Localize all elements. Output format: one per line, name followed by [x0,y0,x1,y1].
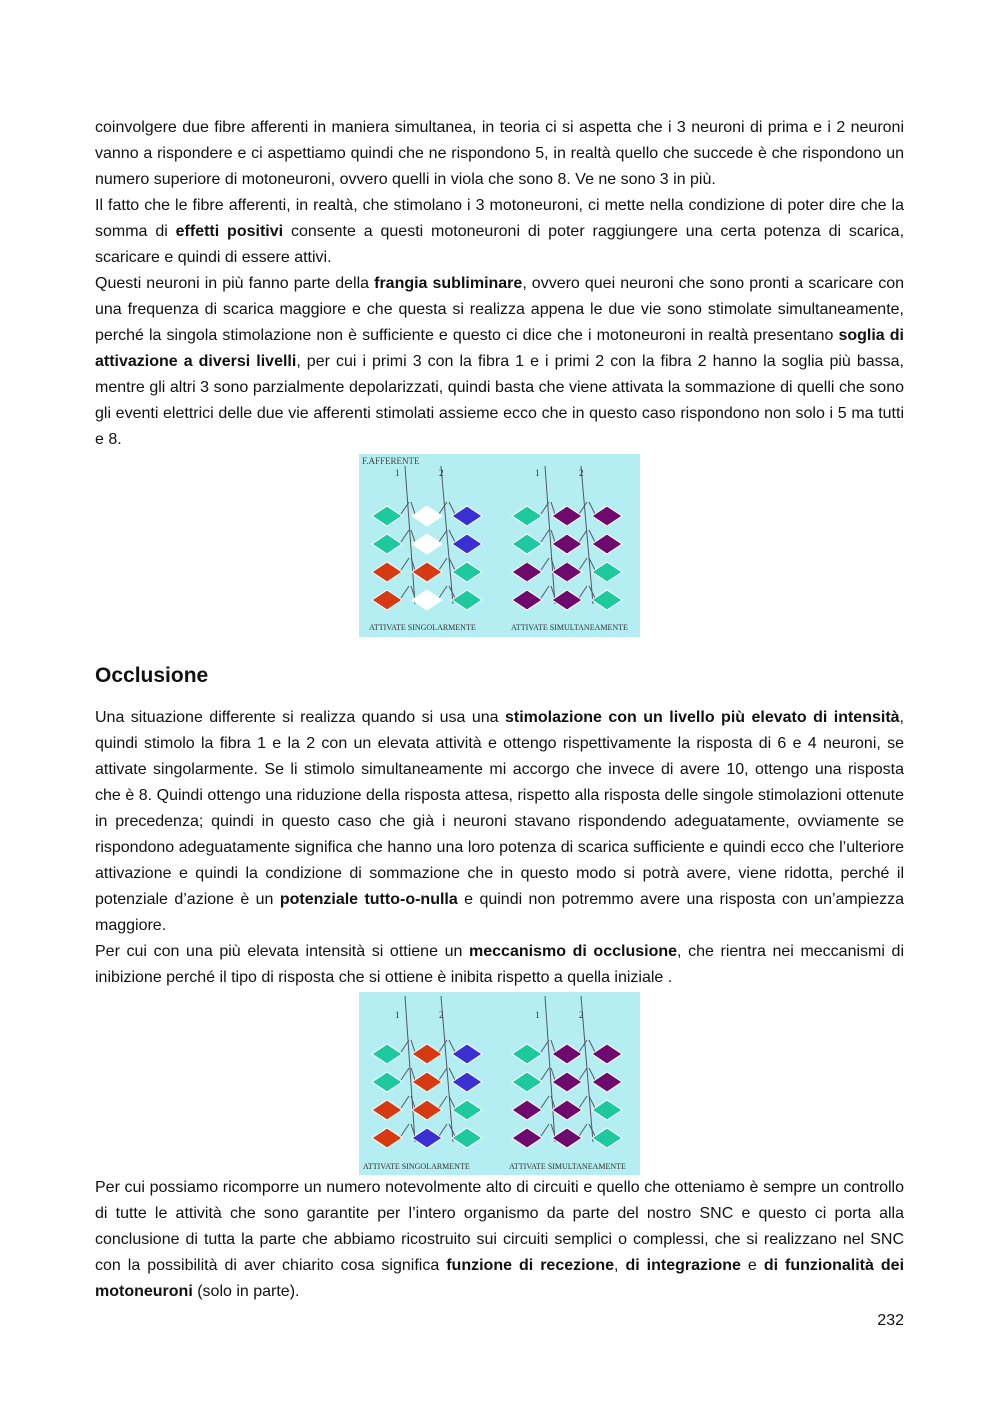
paragraph [95,271,904,453]
text-run: Per cui con una più elevata intensità si ottiene un [95,943,470,960]
text-run: consente a questi motoneuroni di poter raggiungere una certa potenza di scarica, scaricare e quindi di essere attivi. [95,223,905,266]
figure-facilitation [359,454,640,637]
bold-term: effetti positivi [175,223,284,240]
bold-term: di funzionalità dei motoneuroni [95,1257,905,1300]
figure-occlusion [359,992,640,1175]
bold-term: potenziale tutto-o-nulla [279,891,458,908]
paragraph [95,1175,904,1305]
paragraph-group-bottom [95,1175,904,1305]
text-run: Una situazione differente si realizza quando si usa una [95,709,505,726]
afferent-fiber-header: F.AFFERENTE [362,456,420,466]
bold-term: meccanismo di occlusione [469,943,678,960]
text-run: , per cui i primi 3 con la fibra 1 e i primi 2 con la fibra 2 hanno la soglia più bassa, mentre gli altri 3 sono parzialmente depolarizzati, quindi basta che viene attivata la sommazione di quelli che sono gli eventi elettrici delle due vie afferenti stimolati assieme ecco che in questo caso rispondono non solo i 5 ma tutti e 8. [95,353,905,448]
facilitation-diagram [359,454,640,637]
document-page [95,115,904,1305]
bold-term: funzione di recezione [446,1257,615,1274]
bold-term: soglia di attivazione a diversi livelli [95,327,904,370]
text-run: e [740,1257,764,1274]
text-run: coinvolgere due fibre afferenti in maniera simultanea, in teoria ci si aspetta che i 3 neuroni di prima e i 2 neuroni vanno a rispondere e ci aspettiamo quindi che ne rispondono 5, in realtà quello che succede è che rispondono un numero superiore di motoneuroni, ovvero quelli in viola che sono 8. Ve ne sono 3 in più. [95,119,904,188]
fiber-label-1: 1 [535,1010,540,1020]
text-run: Questi neuroni in più fanno parte della [95,275,375,292]
paragraph [95,193,904,271]
paragraph [95,115,904,193]
fiber-label-1: 1 [395,468,400,478]
caption-right: ATTIVATE SIMULTANEAMENTE [509,1162,626,1171]
caption-left: ATTIVATE SINGOLARMENTE [363,1162,470,1171]
fiber-label-2: 2 [439,1010,444,1020]
page-number: 232 [877,1312,904,1329]
text-run: , che rientra nei meccanismi di inibizione perché il tipo di risposta che si ottiene è inibita rispetto a quella iniziale . [95,943,904,986]
fiber-label-2: 2 [579,1010,584,1020]
text-run: e quindi non potremmo avere una risposta con un’ampiezza maggiore. [95,891,904,934]
paragraph [95,705,904,939]
fiber-label-1: 1 [395,1010,400,1020]
bold-term: frangia subliminare [374,275,523,292]
bold-term: stimolazione con un livello più elevato di intensità [505,709,900,726]
text-run: , [614,1257,626,1274]
paragraph [95,939,904,991]
paragraph-group-middle [95,705,904,991]
paragraph-group-top [95,115,904,453]
text-run: Per cui possiamo ricomporre un numero notevolmente alto di circuiti e quello che otteniamo è sempre un controllo di tutte le attività che sono garantite per l’intero organismo da parte del nostro SNC e questo ci porta alla conclusione di tutta la parte che abbiamo ricostruito sui circuiti semplici o complessi, che si realizzano nel SNC con la possibilità di aver chiarito cosa significa [95,1179,904,1274]
bold-term: di integrazione [625,1257,741,1274]
caption-right: ATTIVATE SIMULTANEAMENTE [511,623,628,632]
text-run: (solo in parte). [192,1283,300,1300]
fiber-label-2: 2 [579,468,584,478]
text-run: , quindi stimolo la fibra 1 e la 2 con un elevata attività e ottengo rispettivamente la risposta di 6 e 4 neuroni, se attivate singolarmente. Se li stimolo simultaneamente mi accorgo che invece di avere 10, ottengo una risposta che è 8. Quindi ottengo una riduzione della risposta attesa, rispetto alla risposta delle singole stimolazioni ottenute in precedenza; quindi in questo caso che già i neuroni stavano rispondendo adeguatamente, ovviamente se rispondono adeguatamente significa che hanno una loro potenza di scarica sufficiente e quindi ecco che l’ulteriore attivazione e quindi la condizione di sommazione che in questo modo si potrà avere, viene ridotta, perché il potenziale d’azione è un [95,709,904,908]
occlusion-diagram [359,992,640,1175]
section-title: Occlusione [95,664,209,687]
fiber-label-2: 2 [439,468,444,478]
caption-left: ATTIVATE SINGOLARMENTE [369,623,476,632]
text-run: , ovvero quei neuroni che sono pronti a scaricare con una frequenza di scarica maggiore e che questa si realizza appena le due vie sono stimolate simultaneamente, perché la singola stimolazione non è sufficiente e questo ci dice che i motoneuroni in realtà presentano [95,275,904,344]
fiber-label-1: 1 [535,468,540,478]
text-run: Il fatto che le fibre afferenti, in realtà, che stimolano i 3 motoneuroni, ci mette nella condizione di poter dire che la somma di [95,197,904,240]
